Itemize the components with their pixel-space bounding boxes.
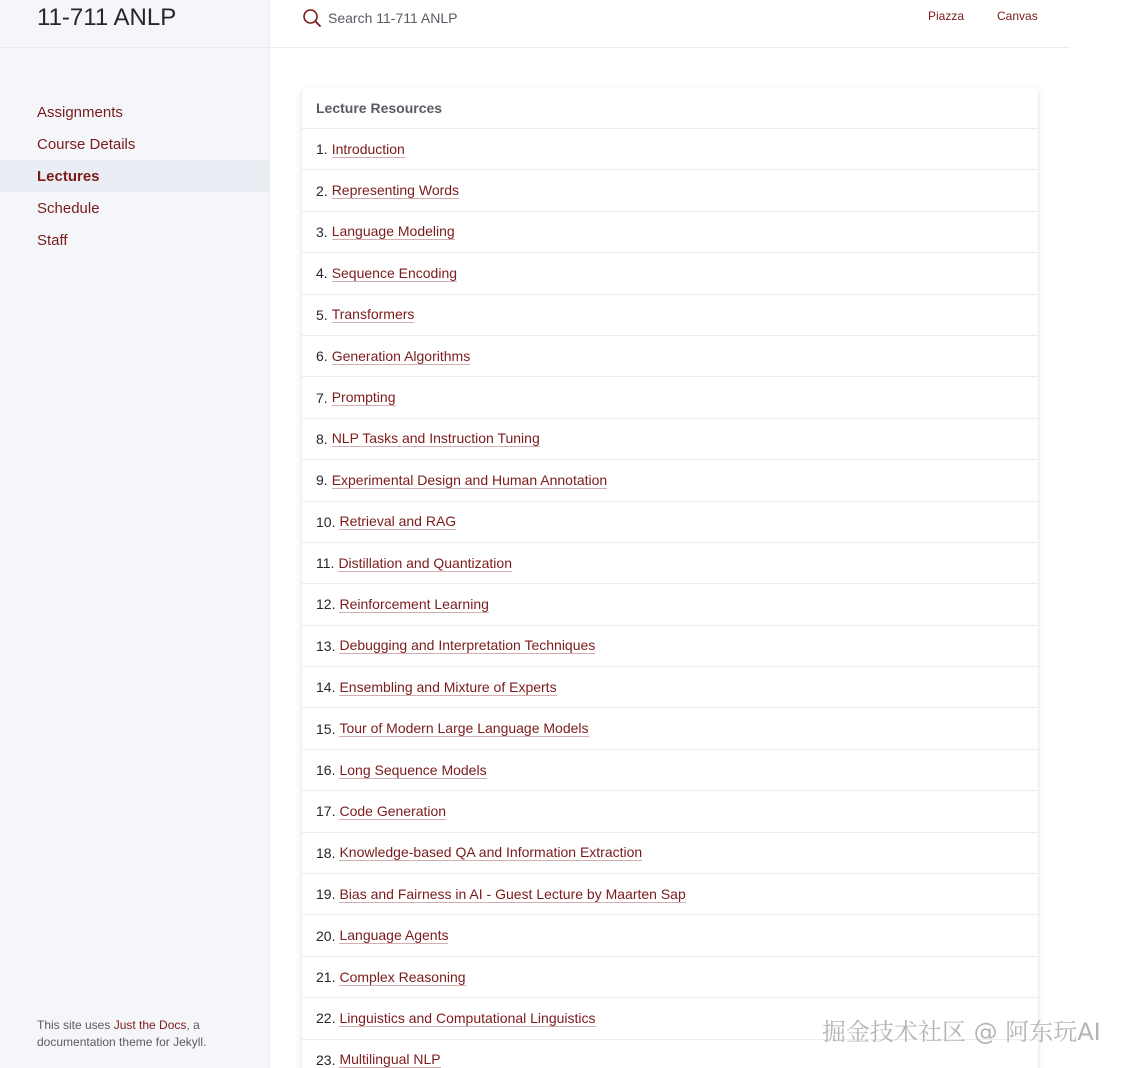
table-row xyxy=(302,915,1038,956)
lecture-link[interactable]: Reinforcement Learning xyxy=(339,595,489,612)
lecture-link[interactable]: Complex Reasoning xyxy=(339,968,466,985)
lecture-link[interactable]: Generation Algorithms xyxy=(331,347,471,364)
lecture-number: 8. xyxy=(316,430,328,447)
lecture-number: 1. xyxy=(316,141,328,158)
lecture-number: 10. xyxy=(316,513,336,530)
lecture-number: 9. xyxy=(316,472,328,489)
lecture-link[interactable]: Sequence Encoding xyxy=(331,264,458,281)
lecture-number: 18. xyxy=(316,844,336,861)
lecture-resources-table xyxy=(302,88,1038,1068)
lecture-link[interactable]: Experimental Design and Human Annotation xyxy=(331,471,608,488)
lecture-link[interactable]: Retrieval and RAG xyxy=(339,513,457,530)
lecture-number: 5. xyxy=(316,306,328,323)
table-row xyxy=(302,584,1038,625)
sidebar-footer xyxy=(37,1017,257,1051)
lecture-number: 12. xyxy=(316,596,336,613)
sidebar xyxy=(0,0,270,1068)
lecture-link[interactable]: Representing Words xyxy=(331,182,460,199)
lecture-link[interactable]: Debugging and Interpretation Techniques xyxy=(339,637,596,654)
lecture-number: 6. xyxy=(316,348,328,365)
table-row xyxy=(302,377,1038,418)
search-input[interactable] xyxy=(328,10,688,26)
table-row xyxy=(302,543,1038,584)
sidebar-item-lectures[interactable]: Lectures xyxy=(0,160,269,192)
watermark: 掘金技术社区 @ 阿东玩AI xyxy=(822,1018,1101,1046)
table-row xyxy=(302,667,1038,708)
lecture-number: 21. xyxy=(316,969,336,985)
lecture-link[interactable]: Linguistics and Computational Linguistics xyxy=(339,1009,596,1026)
lecture-link[interactable]: Transformers xyxy=(331,306,415,323)
lecture-link[interactable]: NLP Tasks and Instruction Tuning xyxy=(331,430,540,447)
site-header xyxy=(0,0,269,48)
lecture-link[interactable]: Language Agents xyxy=(339,927,449,944)
search-icon xyxy=(302,8,322,28)
lecture-link[interactable]: Bias and Fairness in AI - Guest Lecture by Maarten Sap xyxy=(339,885,686,902)
lecture-number: 7. xyxy=(316,389,328,406)
lecture-link[interactable]: Long Sequence Models xyxy=(339,761,487,778)
table-row xyxy=(302,336,1038,377)
footer-suffix: , a documentation theme for Jekyll. xyxy=(37,1018,207,1049)
lecture-link[interactable]: Introduction xyxy=(331,140,405,157)
table-row xyxy=(302,212,1038,253)
lecture-number: 20. xyxy=(316,927,336,944)
lecture-link[interactable]: Multilingual NLP xyxy=(339,1051,441,1068)
canvas-link[interactable]: Canvas xyxy=(997,9,1038,23)
lecture-link[interactable]: Language Modeling xyxy=(331,223,455,240)
top-bar xyxy=(270,0,1070,48)
lecture-number: 17. xyxy=(316,803,336,820)
lecture-number: 15. xyxy=(316,720,336,737)
lecture-link[interactable]: Ensembling and Mixture of Experts xyxy=(339,678,557,695)
lecture-number: 16. xyxy=(316,762,336,779)
table-header: Lecture Resources xyxy=(302,88,1038,129)
table-row xyxy=(302,170,1038,211)
piazza-link[interactable]: Piazza xyxy=(928,9,965,23)
lecture-link[interactable]: Knowledge-based QA and Information Extraction xyxy=(339,844,643,861)
lecture-number: 13. xyxy=(316,637,336,654)
footer-prefix: This site uses xyxy=(37,1018,114,1032)
lecture-link[interactable]: Tour of Modern Large Language Models xyxy=(339,720,589,737)
lecture-number: 22. xyxy=(316,1010,336,1027)
footer-link-just-the-docs[interactable]: Just the Docs xyxy=(113,1018,187,1032)
table-row xyxy=(302,708,1038,749)
lecture-number: 3. xyxy=(316,223,328,240)
search-bar xyxy=(302,6,702,30)
table-row xyxy=(302,833,1038,874)
sidebar-nav xyxy=(0,96,269,256)
sidebar-item-staff[interactable]: Staff xyxy=(37,231,68,249)
lecture-link[interactable]: Code Generation xyxy=(339,802,447,819)
lecture-number: 4. xyxy=(316,265,328,282)
sidebar-item-schedule[interactable]: Schedule xyxy=(37,199,100,217)
table-row xyxy=(302,874,1038,915)
table-row xyxy=(302,626,1038,667)
table-body xyxy=(302,129,1038,1068)
lecture-number: 11. xyxy=(316,555,335,572)
table-row xyxy=(302,129,1038,170)
site-title[interactable]: 11-711 ANLP xyxy=(37,3,177,31)
table-row xyxy=(302,957,1038,998)
table-row xyxy=(302,460,1038,501)
table-row xyxy=(302,750,1038,791)
lecture-link[interactable]: Distillation and Quantization xyxy=(338,554,512,571)
table-row xyxy=(302,791,1038,832)
lecture-number: 14. xyxy=(316,679,336,696)
sidebar-item-assignments[interactable]: Assignments xyxy=(37,103,123,121)
lecture-number: 19. xyxy=(316,886,336,903)
table-row xyxy=(302,419,1038,460)
lecture-number: 2. xyxy=(316,182,328,199)
lecture-number: 23. xyxy=(316,1051,336,1068)
table-row xyxy=(302,502,1038,543)
lecture-link[interactable]: Prompting xyxy=(331,389,396,406)
table-row xyxy=(302,295,1038,336)
table-row xyxy=(302,253,1038,294)
sidebar-item-course-details[interactable]: Course Details xyxy=(37,135,136,153)
